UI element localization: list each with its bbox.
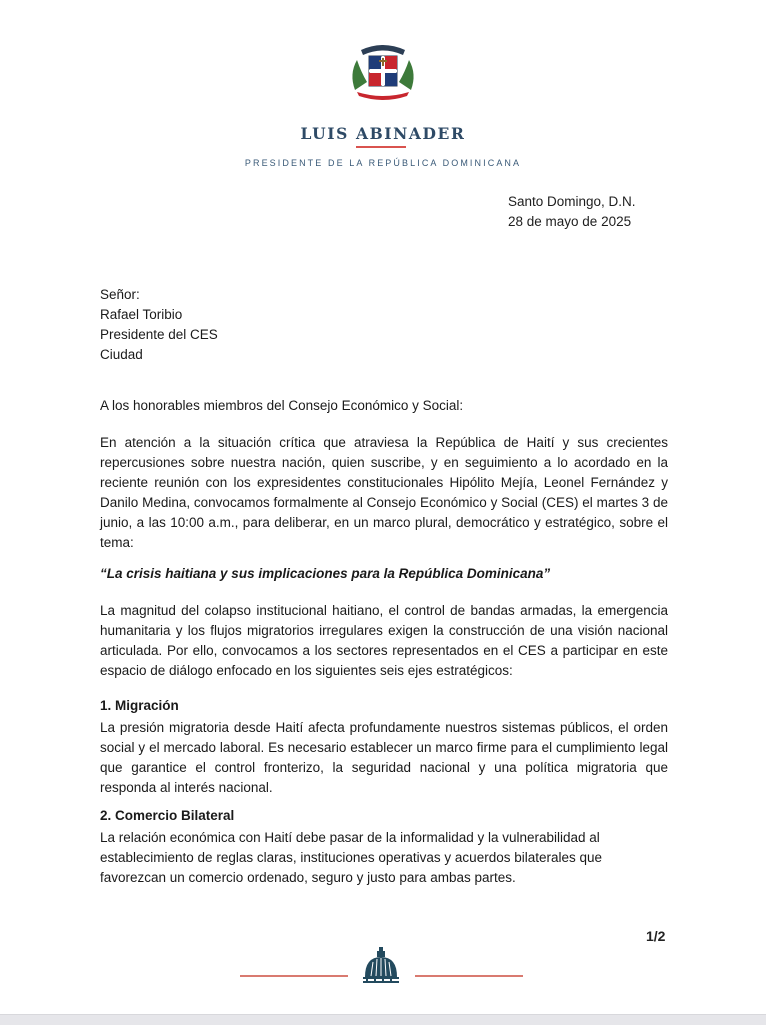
page-number: 1/2 [646,928,666,944]
place: Santo Domingo, D.N. [508,194,636,209]
bottom-edge [0,1014,766,1025]
paragraph-context: La magnitud del colapso institucional haitiano, el control de bandas armadas, la emergencia humanitaria y los flujos migratorios irregulares exigen la construcción de una visión nacional articulada. Por ello, convocamos a los sectores representados en el CES a participar en este espacio de diálogo enfocado en los siguientes seis ejes estratégicos: [100,603,668,678]
section-heading-migration: 1. Migración [100,698,179,713]
topic-title: “La crisis haitiana y sus implicaciones para la República Dominicana” [100,566,551,581]
recipient-city: Ciudad [100,347,143,362]
sender-title: PRESIDENTE DE LA REPÚBLICA DOMINICANA [244,158,522,168]
date: 28 de mayo de 2025 [508,214,632,229]
letter-salutation: A los honorables miembros del Consejo Económico y Social: [100,398,464,413]
place-date-block [508,192,636,232]
recipient-name: Rafael Toribio [100,307,183,322]
section-text-trade: La relación económica con Haití debe pasar de la informalidad y la vulnerabilidad al establecimiento de reglas claras, instituciones operativas y acuerdos bilaterales que favorezcan un comercio ordenado, seguro y justo para ambas partes. [100,830,603,885]
footer-rule-right [415,975,523,977]
sender-name: LUIS ABINADER [300,124,466,143]
recipient-salutation-title: Señor: [100,287,140,302]
recipient-position: Presidente del CES [100,327,218,342]
paragraph-convocation: En atención a la situación crítica que atraviesa la República de Haití y sus crecientes repercusiones sobre nuestra nación, quien suscribe, y en seguimiento a lo acordado en la reciente reunión con los expresidentes constitucionales Hipólito Mejía, Leonel Fernández y Danilo Medina, convocamos formalmente al Consejo Económico y Social (CES) el martes 3 de junio, a las 10:00 a.m., para deliberar, en un marco plural, democrático y estratégico, sobre el tema: [100,435,668,550]
name-underline [356,146,406,148]
palace-dome-icon [361,945,401,985]
section-text-migration: La presión migratoria desde Haití afecta profundamente nuestros sistemas públicos, el orden social y el mercado laboral. Es necesario establecer un marco firme para el cumplimiento legal que garantice el control fronterizo, la seguridad nacional y una política migratoria que responda al interés nacional. [100,720,668,795]
footer-rule-left [240,975,348,977]
recipient-block [100,285,218,365]
coat-of-arms-icon [347,38,419,102]
section-heading-trade: 2. Comercio Bilateral [100,808,235,823]
